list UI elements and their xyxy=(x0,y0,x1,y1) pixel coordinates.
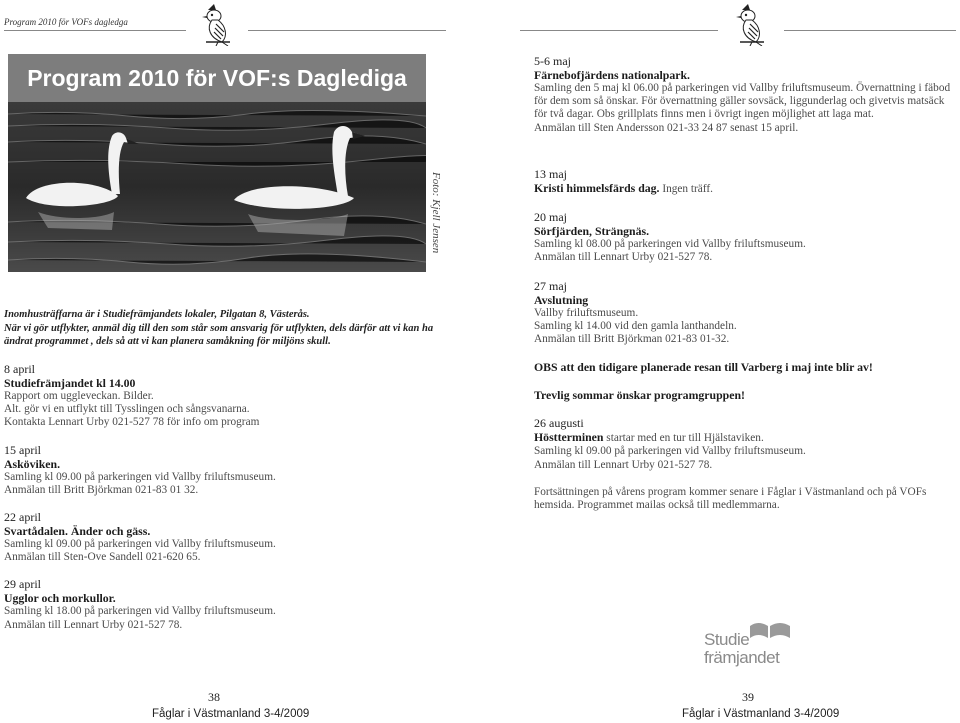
event-line: Samling kl 09.00 på parkeringen vid Vallby friluftsmuseum. xyxy=(4,470,276,483)
logo-line-1: Studie xyxy=(704,630,750,649)
footer-publication-left: Fåglar i Västmanland 3-4/2009 xyxy=(152,708,310,720)
photo-credit xyxy=(422,172,452,262)
swans-photo xyxy=(8,102,426,272)
event-block xyxy=(534,279,956,347)
event-block xyxy=(4,362,444,430)
right-events xyxy=(534,167,956,512)
event-title: Färnebofjärdens nationalpark. xyxy=(534,68,690,82)
studieframjandet-logo xyxy=(704,620,804,672)
event-line: Samling kl 18.00 på parkeringen vid Vallby friluftsmuseum. xyxy=(4,605,276,618)
intro-line-1: Inomhusträffarna är i Studiefrämjandets lokaler, Pilgatan 8, Västerås. xyxy=(4,309,310,320)
event-line: Kontakta Lennart Urby 021-527 78 för info om program xyxy=(4,416,260,429)
event-line: Samling kl 08.00 på parkeringen vid Vallby friluftsmuseum. xyxy=(534,238,806,251)
event-date: 15 april xyxy=(4,442,41,457)
closing-text: Fortsättningen på vårens program kommer senare i Fåglar i Västmanland och på VOFs hemsida. Programmet mailas också till medlemmarna. xyxy=(534,485,927,512)
event-block xyxy=(534,416,956,472)
left-events xyxy=(4,362,444,632)
header-rule-left-2 xyxy=(248,30,446,31)
event-date: 8 april xyxy=(4,362,35,376)
book-icon xyxy=(748,620,792,640)
event-title: Svartådalen. Änder och gäss. xyxy=(4,524,151,539)
event-date: 20 maj xyxy=(534,210,567,225)
event-line: Alt. gör vi en utflykt till Tysslingen och sångsvanarna. xyxy=(4,403,250,416)
event-title: Sörfjärden, Strängnäs. xyxy=(534,224,650,239)
event-title: Höstterminen xyxy=(534,430,604,445)
page-title: Program 2010 för VOF:s Daglediga xyxy=(8,54,426,102)
event-title: Ugglor och morkullor. xyxy=(4,591,116,606)
event-block xyxy=(4,510,444,564)
running-title: Program 2010 för VOFs dagledga xyxy=(4,17,128,27)
event-date: 26 augusti xyxy=(534,416,584,431)
event-title-suffix: startar med en tur till Hjälstaviken. xyxy=(603,432,764,445)
event-date: 13 maj xyxy=(534,167,567,181)
bird-logo-icon xyxy=(198,2,234,46)
event-title: Studiefrämjandet kl 14.00 xyxy=(4,376,136,390)
right-top-event xyxy=(534,54,956,135)
event-line: Samling den 5 maj kl 06.00 på parkeringen vid Vallby friluftsmuseum. Övernattning i fäbod för dem som så önskar. För övernattning gäller sovsäck, liggunderlag och givetvis matsäck för två dagar. Obs grillplats finns men i övrigt ingen möjlighet att laga mat. xyxy=(534,82,951,121)
event-title: Asköviken. xyxy=(4,456,61,471)
event-date: 29 april xyxy=(4,577,41,592)
page-number-right: 39 xyxy=(742,690,754,704)
event-line: Anmälan till Britt Björkman 021-83 01-32. xyxy=(534,333,730,346)
event-line: Anmälan till Lennart Urby 021-527 78. xyxy=(534,251,713,264)
event-line: Vallby friluftsmuseum. xyxy=(534,306,639,319)
photo-credit-text: Foto: Kjell Jensen xyxy=(430,172,442,254)
event-date: 22 april xyxy=(4,510,41,525)
event-line: Anmälan till Lennart Urby 021-527 78. xyxy=(534,458,713,471)
event-line: Rapport om uggleveckan. Bilder. xyxy=(4,390,154,402)
event-block xyxy=(534,167,956,196)
header-rule-left-1 xyxy=(4,30,186,31)
event-block xyxy=(534,210,956,264)
event-line: Anmälan till Lennart Urby 021-527 78. xyxy=(4,618,183,631)
obs-notice: OBS att den tidigare planerade resan till Varberg i maj inte blir av! xyxy=(534,360,873,375)
event-line: Anmälan till Britt Björkman 021-83 01 32. xyxy=(4,483,199,496)
event-date: 5-6 maj xyxy=(534,54,571,68)
event-block xyxy=(4,443,444,497)
logo-line-2: främjandet xyxy=(704,648,780,667)
header-rule-right-1 xyxy=(520,30,718,31)
greeting-notice: Trevlig sommar önskar programgruppen! xyxy=(534,388,745,403)
event-title-suffix: Ingen träff. xyxy=(659,183,713,195)
event-line: Samling kl 09.00 på parkeringen vid Vallby friluftsmuseum. xyxy=(4,538,276,551)
page-number-left: 38 xyxy=(208,690,220,704)
event-block xyxy=(4,577,444,631)
event-title: Kristi himmelsfärds dag. xyxy=(534,181,660,195)
event-date: 27 maj xyxy=(534,278,567,293)
bird-logo-icon xyxy=(732,2,768,46)
event-line: Anmälan till Sten Andersson 021-33 24 87 senast 15 april. xyxy=(534,121,799,134)
event-line: Samling kl 14.00 vid den gamla lanthandeln. xyxy=(534,319,737,332)
intro-line-2: När vi gör utflykter, anmäl dig till den som står som ansvarig för utflykten, dels därför att vi kan ha ändrat programmet , dels så att vi kan planera samåkning för miljöns skull. xyxy=(4,322,434,347)
intro-text xyxy=(4,308,444,349)
event-line: Anmälan till Sten-Ove Sandell 021-620 65. xyxy=(4,551,201,564)
event-title: Avslutning xyxy=(534,292,589,307)
header-rule-right-2 xyxy=(784,30,956,31)
footer-publication-right: Fåglar i Västmanland 3-4/2009 xyxy=(682,708,840,720)
event-line: Samling kl 09.00 på parkeringen vid Vallby friluftsmuseum. xyxy=(534,445,806,458)
